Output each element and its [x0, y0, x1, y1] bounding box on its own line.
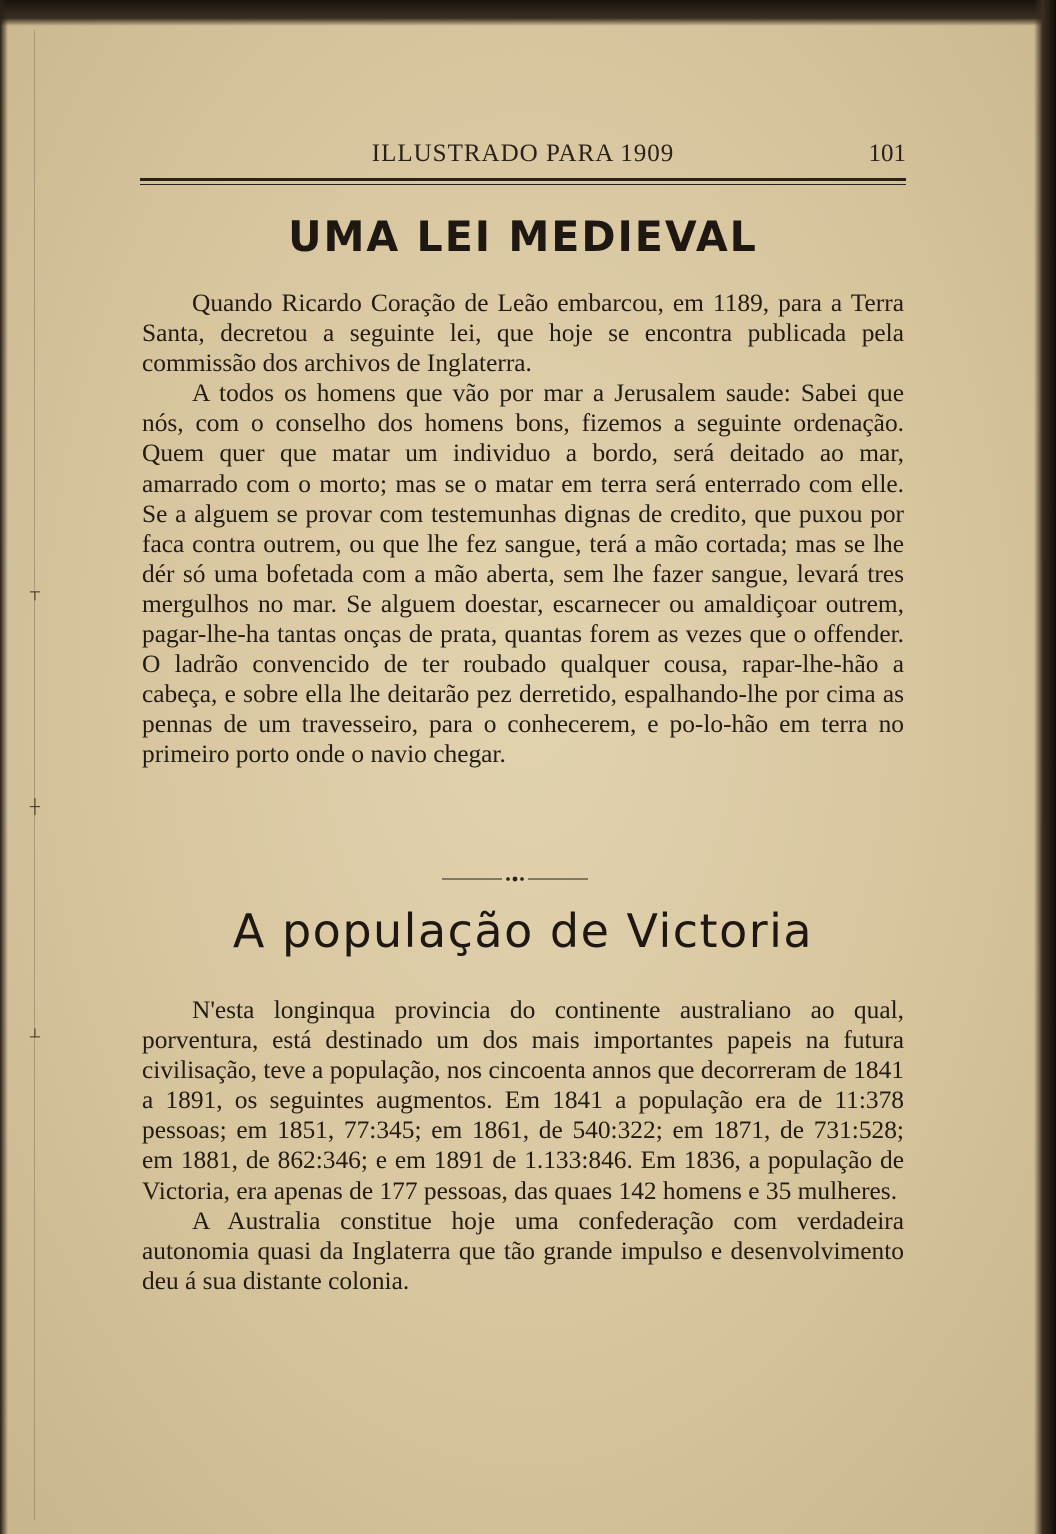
paragraph: A Australia constitue hoje uma confederação com verdadeira autonomia quasi da Inglaterra que tão grande impulso e desenvolvimento deu á sua distante colonia. [142, 1206, 904, 1295]
page-right-shadow [1034, 0, 1056, 1534]
article-body-populacao-victoria [142, 995, 904, 1296]
margin-mark: ┴ [30, 1030, 40, 1045]
page-number: 101 [868, 140, 906, 167]
paragraph: N'esta longinqua provincia do continente australiano ao qual, porventura, está destinado um dos mais importantes papeis na futura civilisação, teve a população, nos cincoenta annos que decorreram de 1841 a 1891, os seguintes augmentos. Em 1841 a população era de 11:378 pessoas; em 1851, 77:345; em 1861, de 540:322; em 1871, de 731:528; em 1881, de 862:346; e em 1891 de 1.133:846. Em 1836, a população de Victoria, era apenas de 177 pessoas, das quaes 142 homens e 35 mulheres. [142, 996, 904, 1205]
gutter-line [34, 30, 35, 1520]
margin-mark: ┼ [30, 800, 40, 815]
paragraph: Quando Ricardo Coração de Leão embarcou, em 1189, para a Terra Santa, decretou a seguinte lei, que hoje se encontra publicada pela commissão dos archivos de Inglaterra. [142, 289, 904, 378]
page-top-shadow [0, 0, 1056, 26]
article-title-populacao-victoria: A população de Victoria [232, 904, 814, 958]
page-left-shadow [0, 0, 8, 1534]
header-rule [140, 178, 906, 185]
paragraph: A todos os homens que vão por mar a Jerusalem saude: Sabei que nós, com o conselho dos homens bons, fizemos a seguinte ordenação. Quem quer que matar um individuo a bordo, será deitado ao mar, amarrado com o morto; mas se o matar em terra será enterrado com elle. Se a alguem se provar com testemunhas dignas de credito, que puxou por faca contra outrem, ou que lhe fez sangue, terá a mão cortada; mas se lhe dér só uma bofetada com a mão aberta, sem lhe fazer sangue, levará tres mergulhos no mar. Se alguem doestar, escarnecer ou amaldiçoar outrem, pagar-lhe-ha tantas onças de prata, quantas forem as vezes que o offender. O ladrão convencido de ter roubado qualquer cousa, rapar-lhe-hão a cabeça, e sobre ella lhe deitarão pez derretido, espalhando-lhe por cima as pennas de um travesseiro, para o conhecerem, e po-lo-hão em terra no primeiro porto onde o navio chegar. [142, 379, 904, 769]
section-separator [442, 876, 588, 882]
article-title-uma-lei-medieval: UMA LEI MEDIEVAL [288, 212, 758, 261]
running-title: ILLUSTRADO PARA 1909 [371, 140, 675, 167]
page-header [140, 136, 906, 172]
article-body-uma-lei-medieval [142, 288, 904, 770]
margin-mark: ┬ [30, 585, 40, 600]
